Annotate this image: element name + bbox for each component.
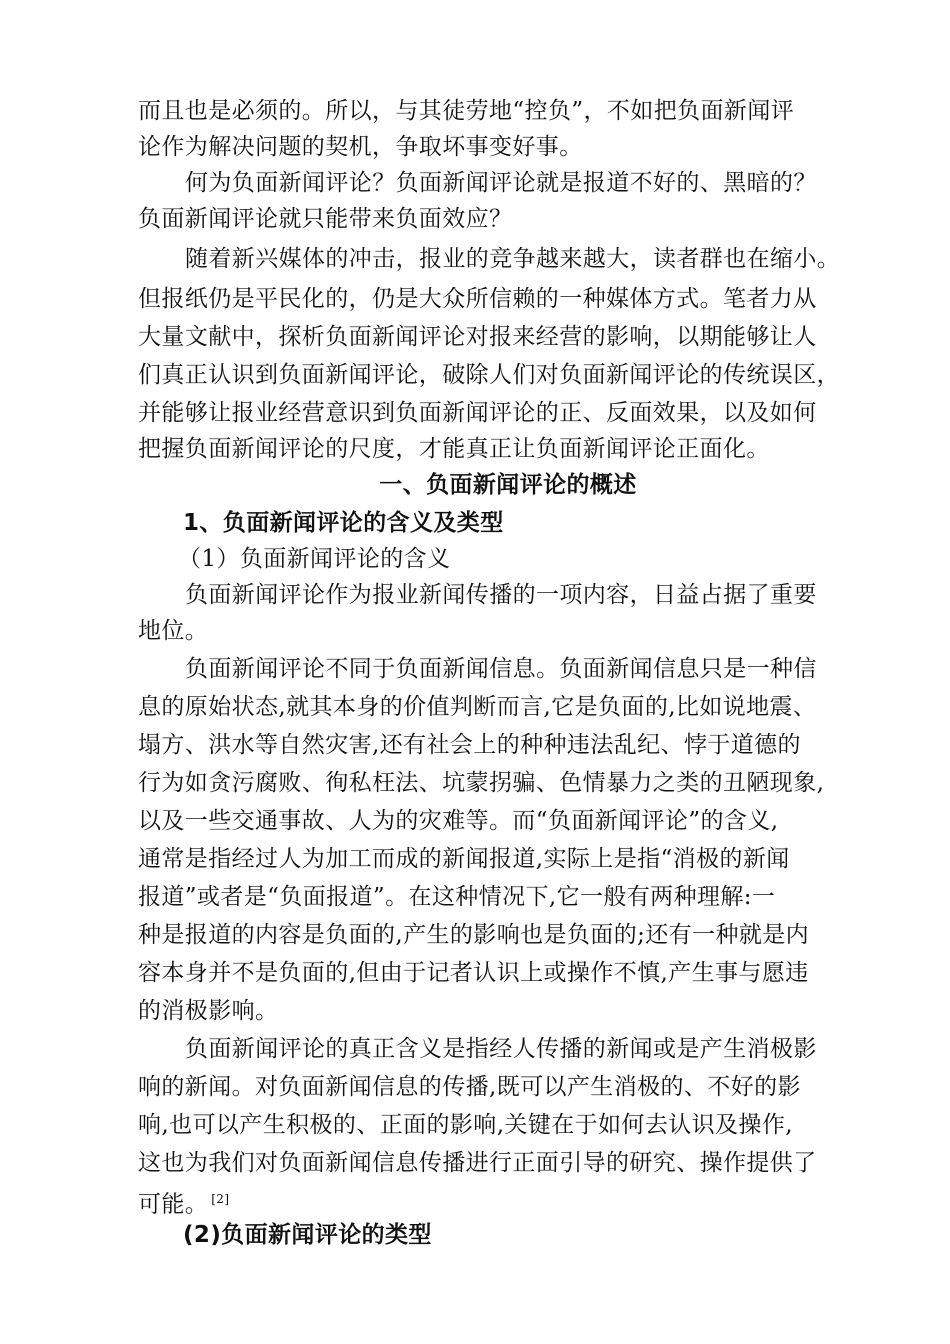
paragraph-line: 负面新闻评论作为报业新闻传播的一项内容，日益占据了重要 bbox=[185, 582, 817, 608]
paragraph-line: 地位。 bbox=[138, 618, 209, 644]
paragraph-line: 随着新兴媒体的冲击，报业的竞争越来越大，读者群也在缩小。 bbox=[185, 246, 841, 272]
paragraph-line-with-citation bbox=[138, 1183, 230, 1218]
paragraph-line: 通常是指经过人为加工而成的新闻报道,实际上是指“消极的新闻 bbox=[138, 846, 790, 872]
sub-subsection-heading: （1）负面新闻评论的含义 bbox=[178, 546, 451, 572]
paragraph-line: 把握负面新闻评论的尺度，才能真正让负面新闻评论正面化。 bbox=[138, 436, 770, 462]
paragraph-line: 负面新闻评论就只能带来负面效应？ bbox=[138, 206, 513, 232]
paragraph-line: 塌方、洪水等自然灾害,还有社会上的种种违法乱纪、悖于道德的 bbox=[138, 732, 801, 758]
paragraph-line: 并能够让报业经营意识到负面新闻评论的正、反面效果，以及如何 bbox=[138, 400, 817, 426]
paragraph-line: 但报纸仍是平民化的，仍是大众所信赖的一种媒体方式。笔者力从 bbox=[138, 286, 817, 312]
subsection-heading: 1、负面新闻评论的含义及类型 bbox=[183, 510, 504, 536]
section-heading: 一、负面新闻评论的概述 bbox=[379, 472, 637, 498]
paragraph-line: 而且也是必须的。所以，与其徒劳地“控负”，不如把负面新闻评 bbox=[138, 98, 795, 124]
paragraph-line: 们真正认识到负面新闻评论，破除人们对负面新闻评论的传统误区， bbox=[138, 362, 840, 388]
paragraph-line: 何为负面新闻评论？负面新闻评论就是报道不好的、黑暗的？ bbox=[185, 170, 817, 196]
sub-subsection-heading: (2)负面新闻评论的类型 bbox=[183, 1222, 432, 1248]
citation-ref[interactable]: [2] bbox=[211, 1192, 230, 1206]
paragraph-line: 响,也可以产生积极的、正面的影响,关键在于如何去认识及操作, bbox=[138, 1112, 793, 1138]
paragraph-line: 种是报道的内容是负面的,产生的影响也是负面的;还有一种就是内 bbox=[138, 922, 810, 948]
paragraph-line: 负面新闻评论的真正含义是指经人传播的新闻或是产生消极影 bbox=[185, 1036, 817, 1062]
paragraph-line: 响的新闻。对负面新闻信息的传播,既可以产生消极的、不好的影 bbox=[138, 1074, 801, 1100]
paragraph-line: 行为如贪污腐败、徇私枉法、坑蒙拐骗、色情暴力之类的丑陋现象, bbox=[138, 770, 825, 796]
paragraph-line: 负面新闻评论不同于负面新闻信息。负面新闻信息只是一种信 bbox=[185, 656, 817, 682]
paragraph-line: 这也为我们对负面新闻信息传播进行正面引导的研究、操作提供了 bbox=[138, 1150, 817, 1176]
paragraph-line: 以及一些交通事故、人为的灾难等。而“负面新闻评论”的含义, bbox=[138, 808, 779, 834]
paragraph-line: 息的原始状态,就其本身的价值判断而言,它是负面的,比如说地震、 bbox=[138, 694, 817, 720]
paragraph-line: 报道”或者是“负面报道”。在这种情况下,它一般有两种理解:一 bbox=[138, 884, 776, 910]
paragraph-line: 的消极影响。 bbox=[138, 998, 279, 1024]
paragraph-line: 容本身并不是负面的,但由于记者认识上或操作不慎,产生事与愿违 bbox=[138, 960, 809, 986]
paragraph-line: 论作为解决问题的契机，争取坏事变好事。 bbox=[138, 134, 583, 160]
paragraph-line: 可能。 bbox=[138, 1191, 209, 1218]
paragraph-line: 大量文献中，探析负面新闻评论对报来经营的影响，以期能够让人 bbox=[138, 324, 817, 350]
